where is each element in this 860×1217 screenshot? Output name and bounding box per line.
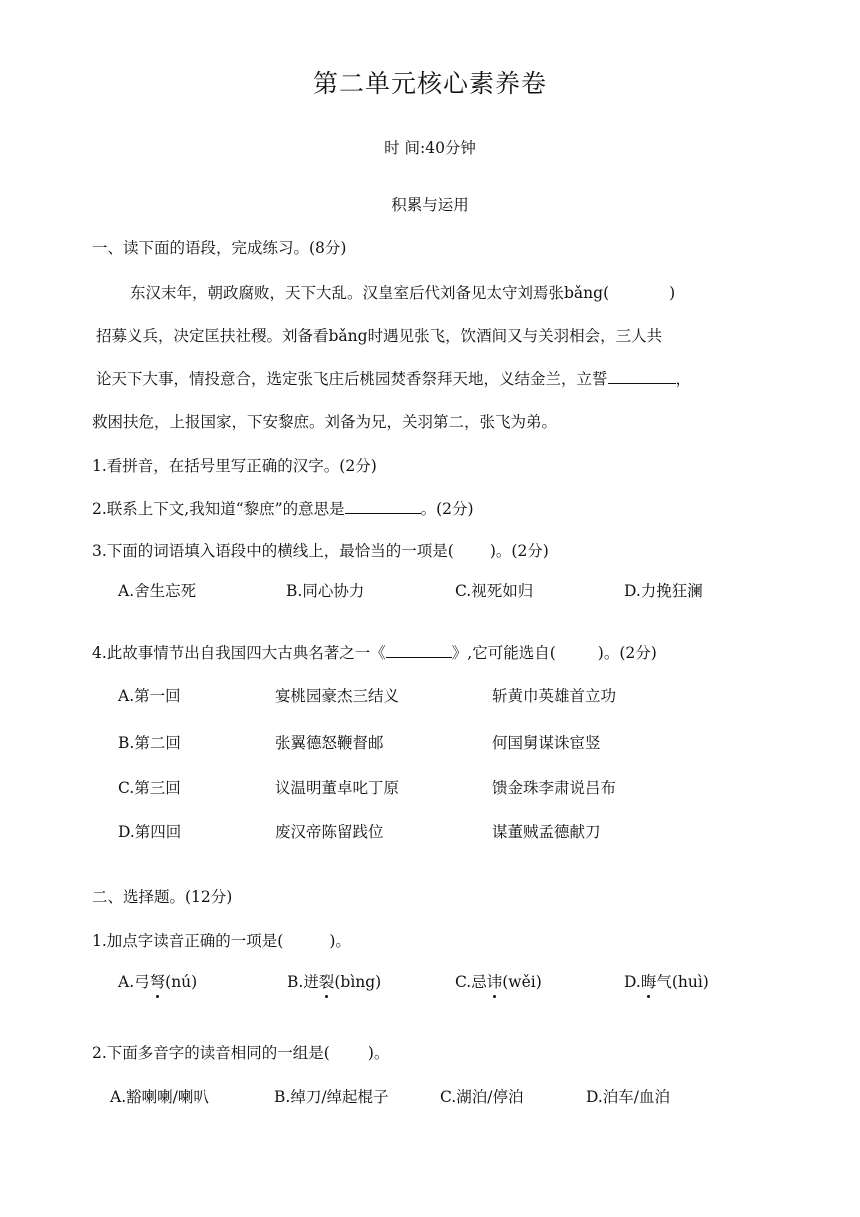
q1-sub3-score: )。(2分) xyxy=(489,542,549,560)
chapter-d-title-1: 废汉帝陈留践位 xyxy=(275,823,384,841)
option-b[interactable]: B.同心协力 xyxy=(286,582,365,600)
pinyin-option-b-dotted-char: 裂 xyxy=(319,970,335,992)
q1-sub4-text: 4.此故事情节出自我国四大古典名著之一《 xyxy=(92,644,386,662)
polyphone-option-c[interactable]: C.湖泊/停泊 xyxy=(440,1088,524,1106)
pinyin-option-b-post: (bìng) xyxy=(334,973,382,991)
q2-sub1 xyxy=(92,929,351,951)
pinyin-option-c-pre: C.忌 xyxy=(455,973,487,991)
passage-line-3-comma: ， xyxy=(675,370,692,388)
option-c[interactable]: C.视死如归 xyxy=(455,582,534,600)
oath-blank[interactable] xyxy=(608,383,676,384)
q1-sub4-score: )。(2分) xyxy=(597,644,657,662)
passage-line-2: 招募义兵，决定匡扶社稷。刘备看bǎng时遇见张飞，饮酒间又与关羽相会，三人共 xyxy=(96,327,663,345)
pinyin-option-a-post: (nú) xyxy=(165,973,198,991)
chapter-a-title-1: 宴桃园豪杰三结义 xyxy=(275,687,400,705)
polyphone-option-a[interactable]: A.豁喇喇/喇叭 xyxy=(110,1088,209,1106)
pinyin-option-c[interactable] xyxy=(455,970,542,992)
passage-line-1-text: 东汉末年，朝政腐败，天下大乱。汉皇室后代刘备见太守刘焉张bǎng( xyxy=(130,284,610,302)
q1-sub4 xyxy=(92,641,657,663)
pinyin-option-c-post: (wěi) xyxy=(502,973,542,991)
pinyin-option-c-dotted-char: 讳 xyxy=(487,970,503,992)
passage-line-1-close: ) xyxy=(669,284,676,302)
meaning-blank[interactable] xyxy=(345,513,421,514)
pinyin-option-b[interactable] xyxy=(287,970,381,992)
pinyin-option-d-dotted-char: 晦 xyxy=(641,970,657,992)
chapter-b-title-2: 何国舅谋诛宦竖 xyxy=(492,734,601,752)
q1-sub2-text: 2.联系上下文,我知道“黎庶”的意思是 xyxy=(92,500,345,518)
page-title: 第二单元核心素养卷 xyxy=(312,69,547,98)
chapter-a-title-2: 斩黄巾英雄首立功 xyxy=(492,687,617,705)
chapter-c-title-1: 议温明董卓叱丁原 xyxy=(275,779,400,797)
chapter-d-title-2: 谋董贼孟德献刀 xyxy=(492,823,601,841)
chapter-c-title-2: 馈金珠李肃说吕布 xyxy=(492,779,617,797)
passage-line-4: 救困扶危，上报国家，下安黎庶。刘备为兄，关羽第二，张飞为弟。 xyxy=(92,413,558,431)
q1-sub2 xyxy=(92,497,474,519)
pinyin-option-a[interactable] xyxy=(118,970,197,992)
pinyin-option-d-pre: D. xyxy=(624,973,641,991)
chapter-d-label[interactable]: D.第四回 xyxy=(118,823,182,841)
chapter-b-label[interactable]: B.第二回 xyxy=(118,734,181,752)
q2-sub2-text: 2.下面多音字的读音相同的一组是( xyxy=(92,1044,330,1062)
q1-sub4-mid: 》,它可能选自( xyxy=(451,644,556,662)
q2-sub2 xyxy=(92,1041,389,1063)
time-limit: 时 间:40分钟 xyxy=(384,139,476,157)
pinyin-option-b-pre: B.迸 xyxy=(287,973,319,991)
q2-heading: 二、选择题。(12分) xyxy=(92,888,233,906)
q1-sub2-score: 。(2分) xyxy=(420,500,474,518)
book-title-blank[interactable] xyxy=(386,657,452,658)
pinyin-option-d[interactable] xyxy=(624,970,709,992)
passage-line-3 xyxy=(96,367,691,389)
passage-line-3-text: 论天下大事，情投意合，选定张飞庄后桃园焚香祭拜天地，义结金兰，立誓 xyxy=(96,370,608,388)
option-d[interactable]: D.力挽狂澜 xyxy=(624,582,703,600)
q2-sub2-close: )。 xyxy=(367,1044,390,1062)
pinyin-option-a-dotted-char: 弩 xyxy=(150,970,166,992)
q2-sub1-text: 1.加点字读音正确的一项是( xyxy=(92,932,284,950)
q1-sub3-text: 3.下面的词语填入语段中的横线上，最恰当的一项是( xyxy=(92,542,454,560)
polyphone-option-d[interactable]: D.泊车/血泊 xyxy=(586,1088,671,1106)
chapter-b-title-1: 张翼德怒鞭督邮 xyxy=(275,734,384,752)
chapter-c-label[interactable]: C.第三回 xyxy=(118,779,181,797)
q1-heading: 一、读下面的语段，完成练习。(8分) xyxy=(92,239,347,257)
q1-sub1: 1.看拼音，在括号里写正确的汉字。(2分) xyxy=(92,457,377,475)
polyphone-option-b[interactable]: B.绰刀/绰起棍子 xyxy=(274,1088,389,1106)
passage-line-1 xyxy=(130,281,675,303)
pinyin-option-d-post: 气(huì) xyxy=(656,973,709,991)
q2-sub1-close: )。 xyxy=(329,932,351,950)
chapter-a-label[interactable]: A.第一回 xyxy=(118,687,181,705)
section-title: 积累与运用 xyxy=(391,196,469,214)
pinyin-option-a-pre: A.弓 xyxy=(118,973,150,991)
option-a[interactable]: A.舍生忘死 xyxy=(118,582,197,600)
q1-sub3 xyxy=(92,539,549,561)
